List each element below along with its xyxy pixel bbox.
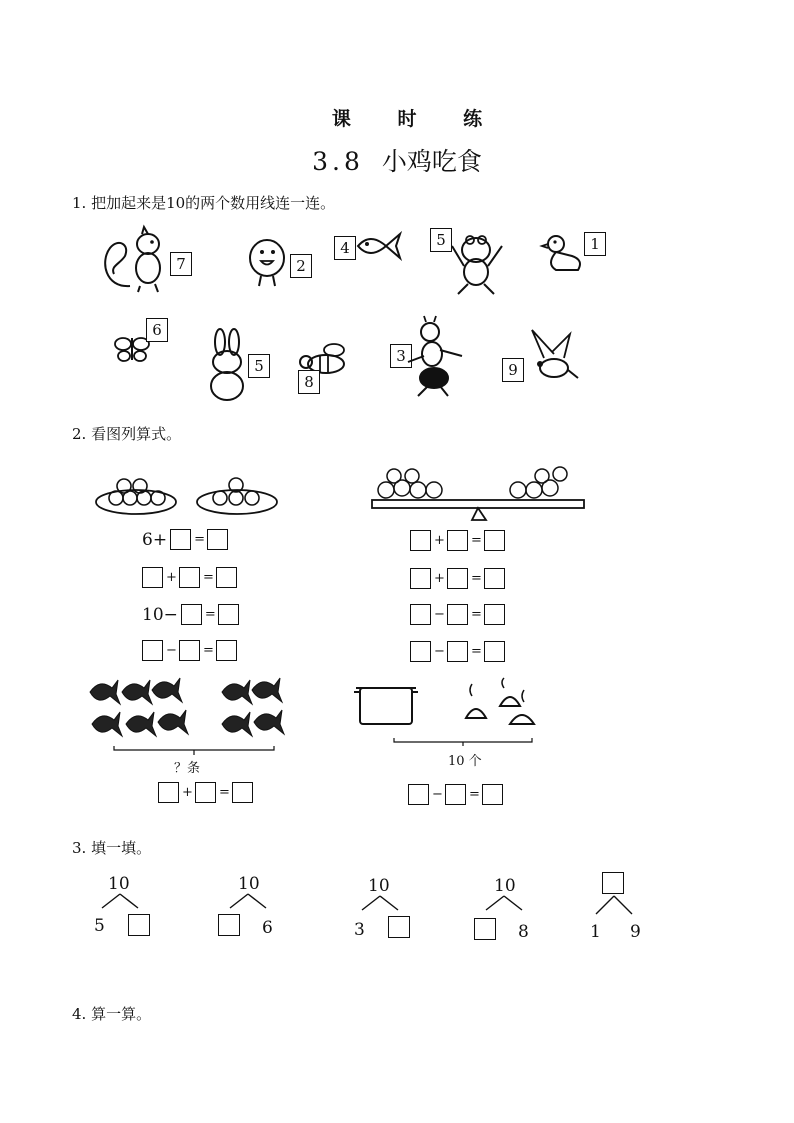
bond-right: 9 [630,922,641,942]
fish-group-picture [86,676,282,756]
equation-apples-3: 10− = [142,604,239,625]
equation-apples-1: 6+ = [142,529,228,550]
bond-top: 10 [108,874,130,894]
chick-number: 2 [290,254,312,278]
lesson-number: 3.8 [312,147,364,176]
squirrel-picture [100,226,170,292]
equation-bears-3: − = [410,604,505,625]
answer-box[interactable] [158,782,179,803]
equation-buns: − = [408,784,503,805]
answer-box[interactable] [474,918,496,940]
answer-box[interactable] [484,530,505,551]
number-bond-4 [472,876,552,946]
answer-box[interactable] [218,914,240,936]
equation-bears-2: + = [410,568,505,589]
equation-fish: + = [158,782,253,803]
rabbit-picture [204,328,250,402]
answer-box[interactable] [410,604,431,625]
answer-box[interactable] [218,604,239,625]
number-bond-3 [352,876,432,946]
question-1-label: 1. 把加起来是10的两个数用线连一连。 [72,194,336,212]
bond-top: 10 [494,876,516,896]
answer-box[interactable] [216,567,237,588]
bond-right: 8 [518,922,529,942]
butterfly-number: 6 [146,318,168,342]
answer-box[interactable] [128,914,150,936]
equation-prefix: 10− [142,604,178,625]
answer-box[interactable] [181,604,202,625]
question-4-label: 4. 算一算。 [72,1005,152,1023]
chick-picture [245,236,290,288]
answer-box[interactable] [410,530,431,551]
bond-top: 10 [238,874,260,894]
fish-brace-label: ？条 [174,761,201,776]
answer-box[interactable] [447,604,468,625]
equation-bears-1: + = [410,530,505,551]
bee-number: 8 [298,370,320,394]
bird-picture [524,328,580,386]
duck-picture [542,232,584,276]
answer-box[interactable] [207,529,228,550]
frog-number: 5 [430,228,452,252]
answer-box[interactable] [179,567,200,588]
equation-operator: + [166,570,177,585]
answer-box[interactable] [482,784,503,805]
worksheet-subtitle: 课 时 练 [331,108,503,130]
lesson-title [0,142,794,178]
number-bond-2 [216,874,296,944]
lesson-name: 小鸡吃食 [381,147,482,176]
duck-number: 1 [584,232,606,256]
answer-box[interactable] [445,784,466,805]
answer-box[interactable] [484,641,505,662]
answer-box[interactable] [447,530,468,551]
answer-box[interactable] [179,640,200,661]
answer-box[interactable] [388,916,410,938]
bears-seesaw-picture [368,464,588,520]
butterfly-picture [114,330,150,366]
bird-number: 9 [502,358,524,382]
fish-picture [356,228,404,264]
answer-box[interactable] [447,568,468,589]
answer-box[interactable] [142,567,163,588]
answer-box[interactable] [195,782,216,803]
ant-number: 3 [390,344,412,368]
equation-apples-4: − = [142,640,237,661]
equation-apples-2: + = [142,567,237,588]
frog-picture [448,226,506,296]
bun-brace-label: 10 个 [448,754,482,769]
bond-right: 6 [262,918,273,938]
ant-picture [404,316,466,398]
answer-box[interactable] [216,640,237,661]
answer-box[interactable] [484,568,505,589]
answer-box[interactable] [447,641,468,662]
question-2-label: 2. 看图列算式。 [72,425,182,443]
equation-bears-4: − = [410,641,505,662]
answer-box[interactable] [408,784,429,805]
fish-number: 4 [334,236,356,260]
pot-buns-picture [354,678,544,746]
equation-prefix: 6+ [142,529,168,550]
apple-plates-picture [94,472,284,522]
answer-box[interactable] [142,640,163,661]
answer-box[interactable] [232,782,253,803]
answer-box[interactable] [410,641,431,662]
answer-box[interactable] [484,604,505,625]
bond-top: 10 [368,876,390,896]
equation-operator: − [166,643,177,658]
rabbit-number: 5 [248,354,270,378]
answer-box[interactable] [410,568,431,589]
answer-box[interactable] [170,529,191,550]
answer-box[interactable] [602,872,624,894]
squirrel-number: 7 [170,252,192,276]
number-bond-1 [88,874,168,944]
bond-left: 1 [590,922,601,942]
bond-left: 5 [94,916,105,936]
number-bond-5 [588,868,668,946]
bond-left: 3 [354,920,365,940]
question-3-label: 3. 填一填。 [72,839,152,857]
